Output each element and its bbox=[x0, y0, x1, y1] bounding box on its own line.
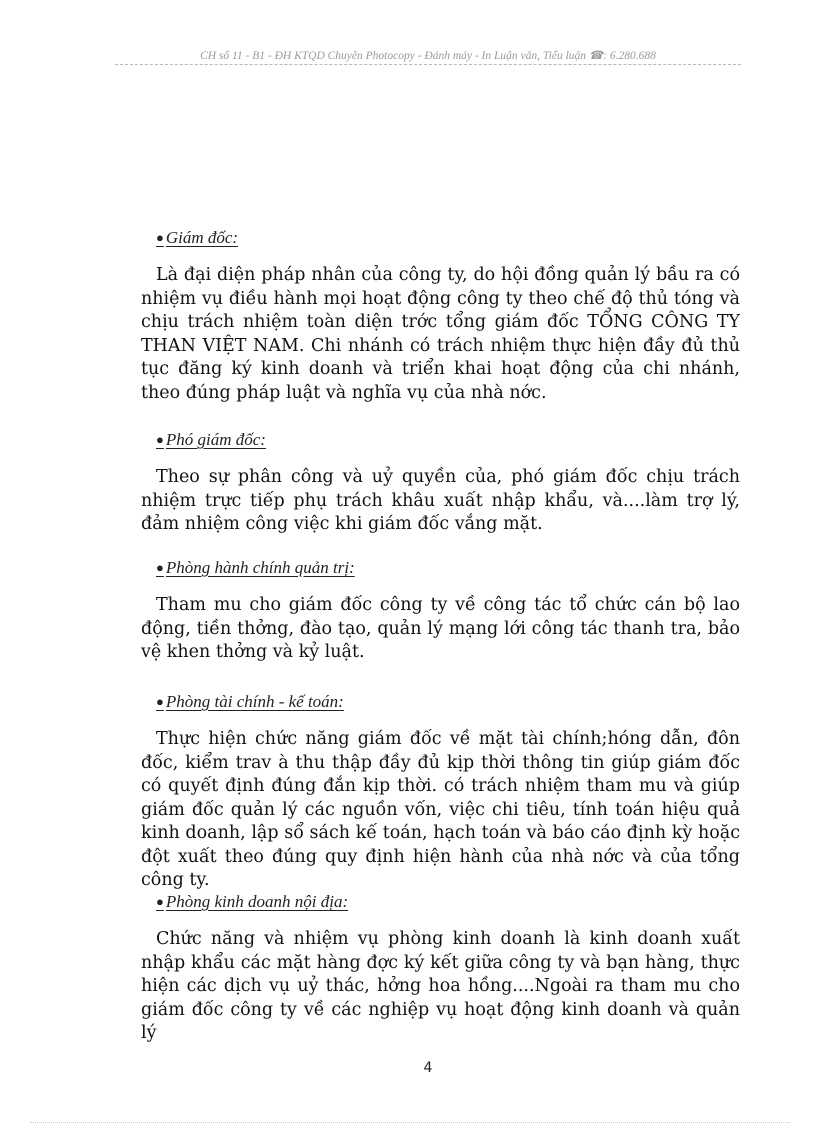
bullet-icon: ● bbox=[156, 432, 164, 447]
section-phong-hanh-chinh bbox=[141, 558, 740, 665]
section-heading-label: Giám đốc: bbox=[165, 228, 239, 247]
bullet-icon: ● bbox=[156, 694, 164, 709]
section-paragraph: Thực hiện chức năng giám đốc về mặt tài chính;hóng dẫn, đôn đốc, kiểm trav à thu thập đầy đủ kịp thời thông tin giúp giám đốc có quyết định đúng đắn kịp thời. có trách nhiệm tham mu và giúp giám đốc quản lý các nguồn vốn, việc chi tiêu, tính toán hiệu quả kinh doanh, lập sổ sách kế toán, hạch toán và báo cáo định kỳ hoặc đột xuất theo đúng quy định hiện hành của nhà nớc và của tổng công ty. bbox=[141, 729, 740, 890]
page-number: 4 bbox=[423, 1060, 433, 1076]
section-paragraph: Theo sự phân công và uỷ quyền của, phó giám đốc chịu trách nhiệm trực tiếp phụ trách khâu xuất nhập khẩu, và....làm trợ lý, đảm nhiệm công việc khi giám đốc vắng mặt. bbox=[141, 467, 740, 534]
section-heading bbox=[156, 430, 740, 450]
section-heading-label: Phòng hành chính quản trị: bbox=[165, 558, 355, 577]
section-heading-label: Phòng tài chính - kế toán: bbox=[165, 692, 344, 711]
bullet-icon: ● bbox=[156, 230, 164, 245]
section-heading-label: Phòng kinh doanh nội địa: bbox=[165, 892, 349, 911]
section-paragraph: Tham mu cho giám đốc công ty về công tác tổ chức cán bộ lao động, tiền thởng, đào tạo, quản lý mạng lới công tác thanh tra, bảo vệ khen thởng và kỷ luật. bbox=[141, 595, 740, 662]
section-heading bbox=[156, 558, 740, 578]
section-heading bbox=[156, 692, 740, 712]
section-heading bbox=[156, 892, 740, 912]
page-header: CH số 11 - B1 - ĐH KTQD Chuyên Photocopy - Đánh máy - In Luận văn, Tiểu luận ☎: 6.280.688 bbox=[200, 50, 656, 62]
bullet-icon: ● bbox=[156, 894, 164, 909]
section-paragraph: Là đại diện pháp nhân của công ty, do hội đồng quản lý bầu ra có nhiệm vụ điều hành mọi hoạt động công ty theo chế độ thủ tóng và chịu trách nhiệm toàn diện trớc tổng giám đốc TỔNG CÔNG TY THAN VIỆT NAM. Chi nhánh có trách nhiệm thực hiện đầy đủ thủ tục đăng ký kinh doanh và triển khai hoạt động của chi nhánh, theo đúng pháp luật và nghĩa vụ của nhà nớc. bbox=[141, 265, 740, 403]
header-divider bbox=[115, 64, 741, 65]
bullet-icon: ● bbox=[156, 560, 164, 575]
section-pho-giam-doc bbox=[141, 430, 740, 537]
section-phong-kinh-doanh bbox=[141, 892, 740, 1046]
section-phong-tai-chinh bbox=[141, 692, 740, 893]
section-giam-doc bbox=[141, 228, 740, 405]
section-heading bbox=[156, 228, 740, 248]
section-heading-label: Phó giám đốc: bbox=[165, 430, 266, 449]
section-paragraph: Chức năng và nhiệm vụ phòng kinh doanh là kinh doanh xuất nhập khẩu các mặt hàng đợc ký kết giữa công ty và bạn hàng, thực hiện các dịch vụ uỷ thác, hởng hoa hồng....Ngoài ra tham mu cho giám đốc công ty về các nghiệp vụ hoạt động kinh doanh và quản lý bbox=[141, 929, 740, 1043]
